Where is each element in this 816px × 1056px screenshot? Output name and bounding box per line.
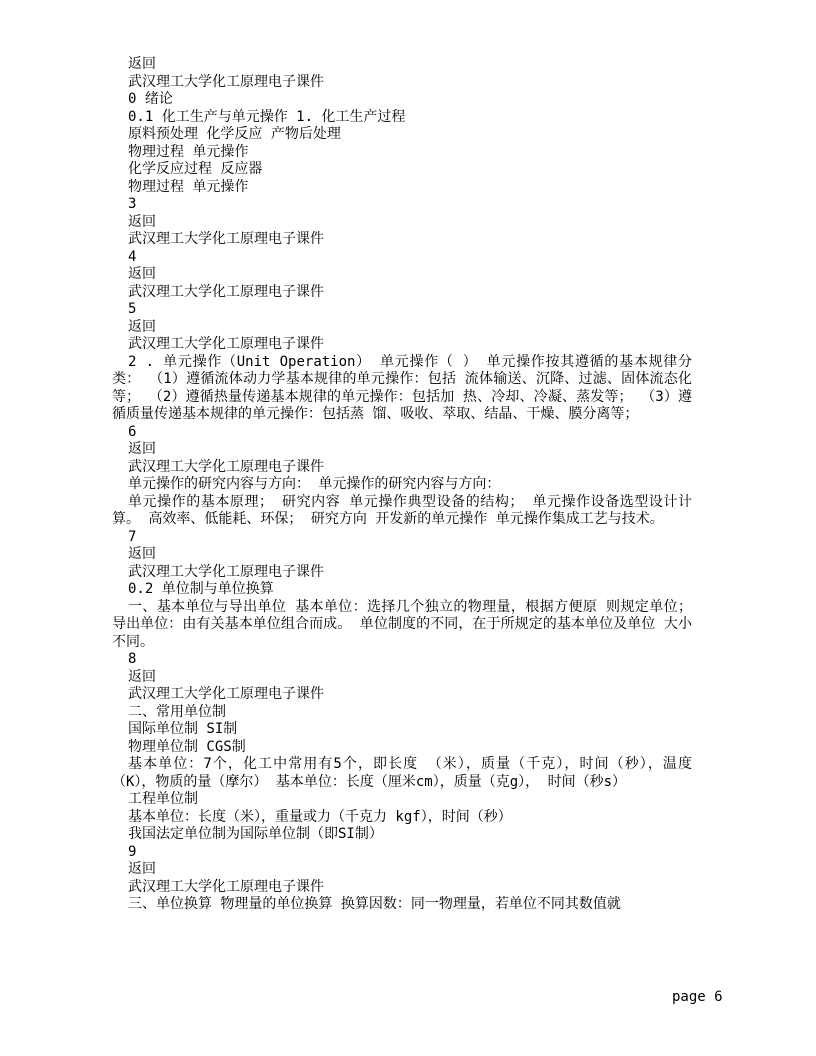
text-line: 9 — [128, 843, 137, 860]
text-line: 工程单位制 — [128, 791, 198, 807]
text-line: 单元操作的研究内容与方向： 单元操作的研究内容与方向： — [128, 476, 501, 492]
text-line: 武汉理工大学化工原理电子课件 — [128, 563, 324, 580]
text-line: 物理过程 单元操作 — [128, 178, 249, 195]
text-line: 4 — [128, 248, 137, 265]
page-number: page 6 — [672, 989, 723, 1005]
paragraph: 一、基本单位与导出单位 基本单位：选择几个独立的物理量，根据方便原 则规定单位； 导出单位：由有关基本单位组合而成。 单位制度的不同，在于所规定的基本单位及单位 大小不同。 — [112, 598, 692, 650]
text-line: 8 — [128, 651, 137, 667]
text-line: 返回 — [128, 668, 156, 685]
text-line: 0 绪论 — [128, 91, 173, 107]
paragraph: 三、单位换算 物理量的单位换算 换算因数：同一物理量，若单位不同其数值就 — [128, 896, 621, 912]
text-line: 国际单位制 SI制 — [128, 721, 238, 737]
text-line: 化学反应过程 反应器 — [128, 161, 263, 177]
text-line: 返回 — [128, 546, 156, 562]
paragraph: 单元操作的基本原理； 研究内容 单元操作典型设备的结构； 单元操作设备选型设计计算。 高效率、低能耗、环保； 研究方向 开发新的单元操作 单元操作集成工艺与技术。 — [112, 493, 692, 527]
text-line: 武汉理工大学化工原理电子课件 — [128, 336, 324, 352]
text-line: 0.2 单位制与单位换算 — [128, 581, 274, 597]
text-line: 物理过程 单元操作 — [128, 143, 249, 160]
text-line: 返回 — [128, 441, 156, 457]
text-line: 物理单位制 CGS制 — [128, 738, 246, 755]
text-line: 武汉理工大学化工原理电子课件 — [128, 458, 324, 475]
text-line: 返回 — [128, 213, 156, 230]
paragraph: 基本单位：7个，化工中常用有5个，即长度 （米），质量（千克），时间（秒），温度 （K），物质的量（摩尔） 基本单位：长度（厘米cm），质量（克g）， 时间（秒s） — [112, 756, 692, 790]
paragraph: 2 . 单元操作（Unit Operation） 单元操作（ ） 单元操作按其遵循的基本规律分类： （1）遵循流体动力学基本规律的单元操作：包括 流体输送、沉降、过滤、固体流态化等； （2）遵循热量传递基本规律的单元操作：包括加 热、冷却、冷凝、蒸发等； （3）遵循质量传递基本规律的单元操作：包括蒸 馏、吸收、萃取、结晶、干燥、膜分离等； — [112, 353, 692, 422]
text-line: 6 — [128, 423, 137, 440]
text-line: 0.1 化工生产与单元操作 1. 化工生产过程 — [128, 108, 406, 125]
text-line: 返回 — [128, 56, 156, 72]
text-line: 3 — [128, 196, 137, 212]
text-line: 返回 — [128, 318, 156, 335]
text-line: 7 — [128, 528, 137, 545]
text-line: 我国法定单位制为国际单位制（即SI制） — [128, 826, 383, 842]
text-line: 武汉理工大学化工原理电子课件 — [128, 878, 324, 895]
text-line: 二、常用单位制 — [128, 703, 226, 720]
text-line: 5 — [128, 301, 137, 317]
document-body — [112, 56, 692, 914]
text-line: 武汉理工大学化工原理电子课件 — [128, 231, 324, 247]
text-line: 武汉理工大学化工原理电子课件 — [128, 283, 324, 300]
text-line: 返回 — [128, 861, 156, 877]
text-line: 武汉理工大学化工原理电子课件 — [128, 73, 324, 90]
text-line: 返回 — [128, 266, 156, 282]
text-line: 基本单位：长度（米），重量或力（千克力 kgf），时间（秒） — [128, 808, 512, 825]
text-line: 原料预处理 化学反应 产物后处理 — [128, 126, 341, 142]
text-line: 武汉理工大学化工原理电子课件 — [128, 686, 324, 702]
